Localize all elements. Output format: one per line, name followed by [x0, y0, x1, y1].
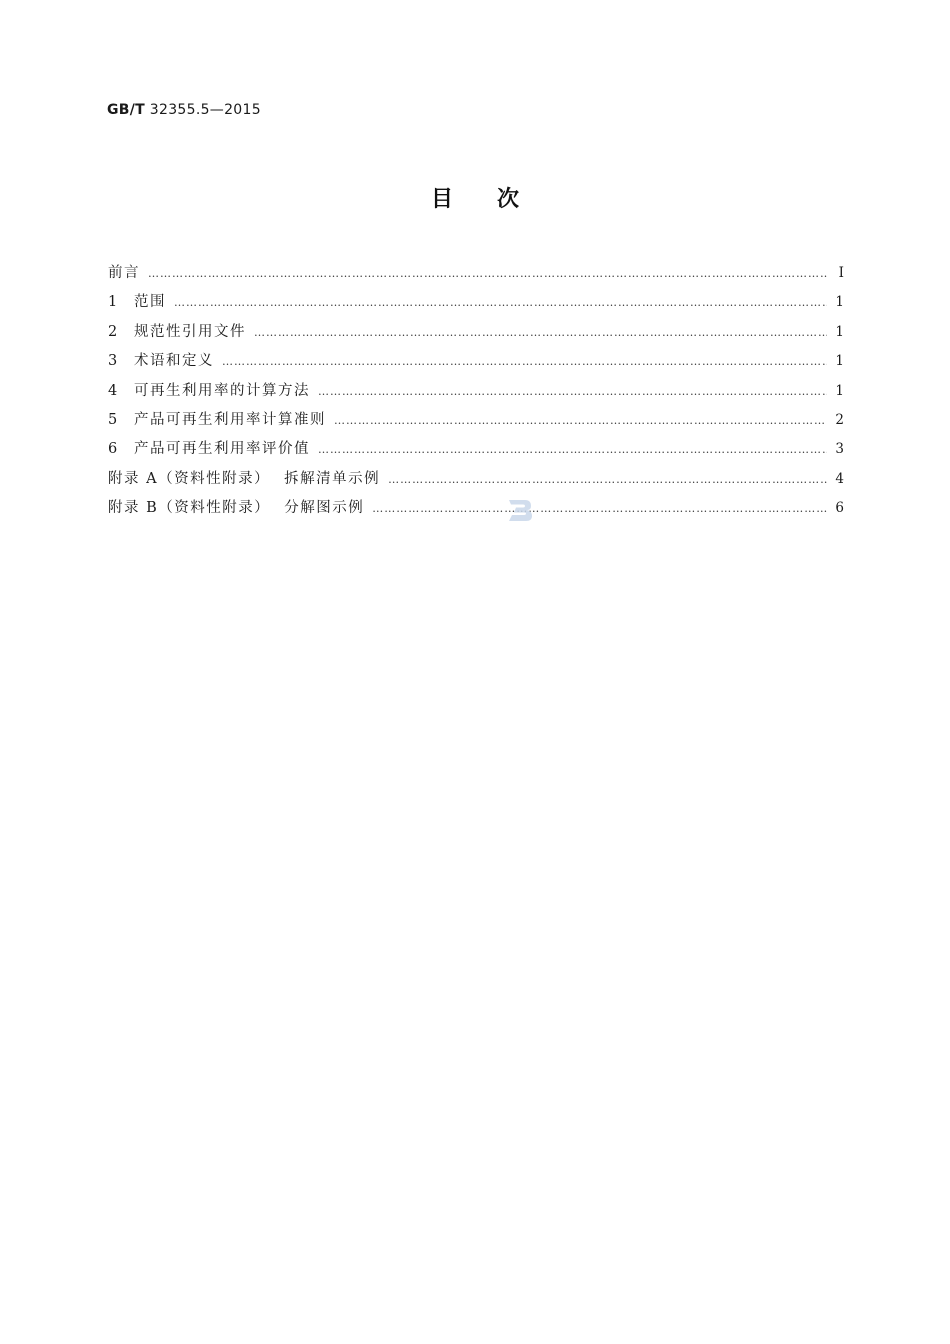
- toc-entry-annex-a[interactable]: [108, 465, 844, 494]
- toc-title: 目次: [430, 187, 563, 212]
- toc-entry-page: 1: [835, 353, 844, 370]
- annex-designation: 附录 A（资料性附录）: [108, 470, 271, 487]
- toc-entry-label: 前言: [108, 265, 140, 281]
- toc-entry-number: 5: [108, 411, 118, 428]
- toc-entry-label: 术语和定义: [134, 353, 214, 370]
- toc-entry-page: 2: [835, 411, 844, 428]
- toc-entry-label: [108, 494, 364, 523]
- toc-entry-page: 1: [835, 294, 844, 311]
- toc-leader-dots: [318, 377, 827, 406]
- standard-number: 32355.5—2015: [149, 102, 261, 118]
- toc-entry-label: 范围: [134, 294, 166, 311]
- toc-entry-calculation-rules[interactable]: [108, 406, 844, 435]
- toc-leader-dots: [388, 465, 827, 494]
- toc-entry-number: 6: [108, 441, 118, 458]
- toc-leader-dots: [254, 318, 827, 347]
- toc-entry-label: 可再生利用率的计算方法: [134, 382, 310, 399]
- standard-code: [107, 102, 261, 118]
- toc-leader-dots: [148, 259, 828, 288]
- toc-entry-foreword[interactable]: [108, 259, 844, 288]
- toc-leader-dots: [372, 494, 827, 523]
- toc-entry-label: 规范性引用文件: [134, 323, 246, 340]
- toc-entry-annex-b[interactable]: [108, 494, 844, 523]
- toc-entry-page: 4: [835, 470, 844, 487]
- toc-entry-evaluation-values[interactable]: [108, 435, 844, 464]
- toc-entry-number: 2: [108, 323, 118, 340]
- toc-entry-page: 1: [835, 323, 844, 340]
- toc-entry-page: 6: [835, 500, 844, 517]
- toc-leader-dots: [174, 288, 827, 317]
- toc-entry-page: 3: [835, 441, 844, 458]
- toc-leader-dots: [222, 347, 827, 376]
- toc-entry-scope[interactable]: [108, 288, 844, 317]
- toc-entry-page: 1: [835, 382, 844, 399]
- toc-entry-label: 产品可再生利用率评价值: [134, 441, 310, 458]
- toc-entry-page: Ⅰ: [838, 265, 844, 281]
- toc-leader-dots: [334, 406, 827, 435]
- toc-leader-dots: [318, 435, 827, 464]
- toc-entry-number: 1: [108, 294, 118, 311]
- toc-entry-terms-definitions[interactable]: [108, 347, 844, 376]
- annex-title: 拆解清单示例: [284, 470, 381, 487]
- toc-entry-number: 3: [108, 353, 118, 370]
- toc-entry-label: [108, 465, 380, 494]
- toc-entry-normative-references[interactable]: [108, 318, 844, 347]
- annex-designation: 附录 B（资料性附录）: [108, 500, 271, 517]
- annex-title: 分解图示例: [284, 500, 365, 517]
- table-of-contents: [108, 259, 844, 524]
- standard-prefix: GB/T: [107, 102, 146, 118]
- toc-entry-calculation-method[interactable]: [108, 377, 844, 406]
- toc-entry-label: 产品可再生利用率计算准则: [134, 411, 326, 428]
- toc-entry-number: 4: [108, 382, 118, 399]
- watermark-logo-icon: [507, 498, 533, 522]
